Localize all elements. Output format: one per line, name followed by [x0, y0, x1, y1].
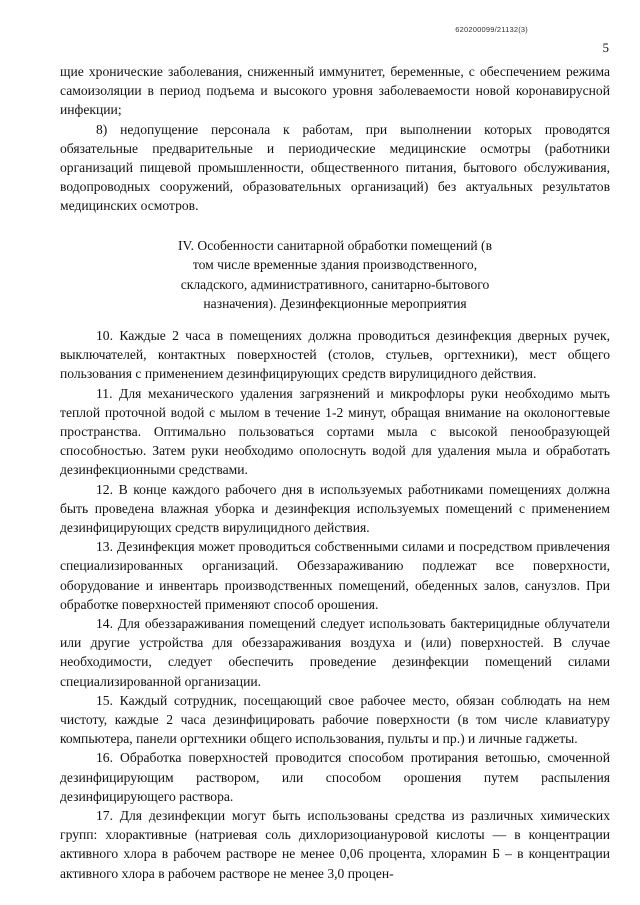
paragraph-14: 14. Для обеззараживания помещений следует использовать бактерицидные облучатели или другие устройства для обеззараживания воздуха и (или) поверхностей. В случае необходимости, следует обеспечить проведение дезинфекции помещений силами специализированной организации.	[60, 616, 610, 689]
document-id: 620200099/21132(3)	[455, 25, 528, 34]
paragraph-8: 8) недопущение персонала к работам, при выполнении которых проводятся обязательные предварительные и периодические медицинские осмотры (работники организаций пищевой промышленности, общественного питания, бытового обслуживания, водопроводных сооружений, образовательных организаций) без актуальных результатов медицинских осмотров.	[60, 121, 610, 214]
paragraph-17: 17. Для дезинфекции могут быть использованы средства из различных химических групп: хлорактивные (натриевая соль дихлоризоциануровой кислоты — в концентрации активного хлора в рабочем растворе не менее 0,06 процента, хлорамин Б – в концентрации активного хлора в рабочем растворе не менее 3,0 процен-	[60, 808, 610, 881]
paragraph-10: 10. Каждые 2 часа в помещениях должна проводиться дезинфекция дверных ручек, выключателей, контактных поверхностей (столов, стульев, оргтехники), мест общего пользования с применением дезинфицирующих средств вирулицидного действия.	[60, 328, 610, 382]
paragraph-12: 12. В конце каждого рабочего дня в используемых работниками помещениях должна быть проведена влажная уборка и дезинфекция используемых помещений с применением дезинфицирующих средств вирулицидного действия.	[60, 481, 610, 536]
paragraph-11: 11. Для механического удаления загрязнений и микрофлоры руки необходимо мыть теплой проточной водой с мылом в течение 1-2 минут, обращая внимание на околоногтевые пространства. Оптимально пользоваться сортами мыла с высокой пенообразующей способностью. Затем руки необходимо ополоснуть водой для удаления мыла и обработать дезинфекционными средствами.	[60, 385, 610, 478]
paragraph-15: 15. Каждый сотрудник, посещающий свое рабочее место, обязан соблюдать на нем чистоту, каждые 2 часа дезинфицировать рабочие поверхности (в том числе клавиатуру компьютера, панели оргтехники общего использования, пульты и пр.) и личные гаджеты.	[60, 692, 610, 747]
document-body	[60, 62, 610, 883]
paragraph-continued: щие хронические заболевания, сниженный иммунитет, беременные, с обеспечением режима самоизоляции в период подъема и высокого уровня заболеваемости новой коронавирусной инфекции;	[60, 64, 610, 118]
page-number: 5	[602, 40, 609, 55]
paragraph-16: 16. Обработка поверхностей проводится способом протирания ветошью, смоченной дезинфицирующим раствором, или способом орошения путем распыления дезинфицирующего раствора.	[60, 750, 610, 804]
paragraph-13: 13. Дезинфекция может проводиться собственными силами и посредством привлечения специализированных организаций. Обеззараживанию подлежат все поверхности, оборудование и инвентарь производственных помещений, обеденных залов, санузлов. При обработке поверхностей применяют способ орошения.	[60, 539, 610, 612]
section-title: IV. Особенности санитарной обработки помещений (в том числе временные здания производственного, складского, административного, санитарно-бытового назначения). Дезинфекционные мероприятия	[177, 237, 493, 312]
